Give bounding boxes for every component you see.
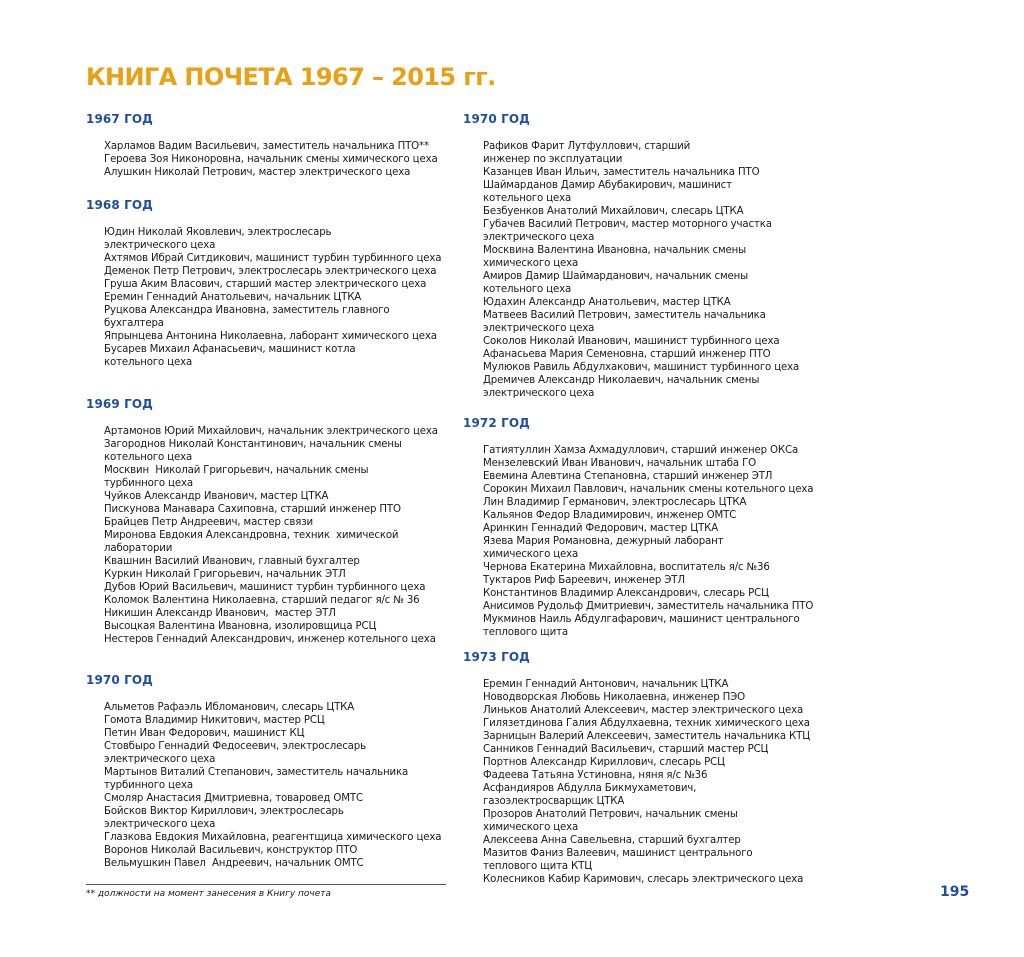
honoree-entry: бухгалтера <box>104 318 164 329</box>
honoree-entry: Героева Зоя Никоноровна, начальник смены химического цеха <box>104 154 438 165</box>
honoree-entry: Мулюков Равиль Абдулхакович, машинист турбинного цеха <box>483 362 800 373</box>
honoree-entry: Пискунова Манавара Сахиповна, старший инженер ПТО <box>104 504 401 515</box>
year-heading: 1970 ГОД <box>463 112 530 126</box>
honoree-entry: Асфандияров Абдулла Бикмухаметович, <box>483 783 697 794</box>
honoree-entry: Дубов Юрий Васильевич, машинист турбин турбинного цеха <box>104 582 426 593</box>
honoree-entry: Соколов Николай Иванович, машинист турбинного цеха <box>483 336 780 347</box>
honoree-entry: Аринкин Геннадий Федорович, мастер ЦТКА <box>483 523 719 534</box>
year-section <box>86 198 456 369</box>
honoree-entry: Гилязетдинова Галия Абдулхаевна, техник химического цеха <box>483 718 810 729</box>
honoree-entry: Амиров Дамир Шаймарданович, начальник смены <box>483 271 749 282</box>
honoree-entry: Евемина Алевтина Степановна, старший инженер ЭТЛ <box>483 471 773 482</box>
honoree-entry: Чернова Екатерина Михайловна, воспитатель я/с №36 <box>483 562 770 573</box>
honoree-entry: Япрынцева Антонина Николаевна, лаборант химического цеха <box>104 331 437 342</box>
honoree-entry: Высоцкая Валентина Ивановна, изолировщица РСЦ <box>104 621 377 632</box>
honoree-entry: газоэлектросварщик ЦТКА <box>483 796 625 807</box>
honoree-list <box>483 444 833 639</box>
honoree-entry: электрического цеха <box>483 232 595 243</box>
honoree-entry: Туктаров Риф Бареевич, инженер ЭТЛ <box>483 575 685 586</box>
honoree-entry: Линьков Анатолий Алексеевич, мастер электрического цеха <box>483 705 804 716</box>
honoree-list <box>104 226 456 369</box>
honoree-entry: котельного цеха <box>104 452 193 463</box>
honoree-entry: Бусарев Михаил Афанасьевич, машинист котла <box>104 344 356 355</box>
page-number: 195 <box>940 884 970 900</box>
honoree-entry: Загороднов Николай Константинович, начальник смены <box>104 439 402 450</box>
honoree-entry: Руцкова Александра Ивановна, заместитель главного <box>104 305 390 316</box>
honoree-entry: Еремин Геннадий Антонович, начальник ЦТКА <box>483 679 729 690</box>
honoree-entry: Петин Иван Федорович, машинист КЦ <box>104 728 305 739</box>
honoree-entry: Гомота Владимир Никитович, мастер РСЦ <box>104 715 325 726</box>
footnote: ** должности на момент занесения в Книгу почета <box>86 889 332 899</box>
honoree-list <box>104 701 456 870</box>
honoree-entry: Ахтямов Ибрай Ситдикович, машинист турбин турбинного цеха <box>104 253 442 264</box>
honoree-entry: Мазитов Фаниз Валеевич, машинист центрального <box>483 848 753 859</box>
honoree-entry: Санников Геннадий Васильевич, старший мастер РСЦ <box>483 744 769 755</box>
honoree-entry: Юдин Николай Яковлевич, электрослесарь <box>104 227 332 238</box>
honoree-entry: Стовбыро Геннадий Федосеевич, электрослесарь <box>104 741 366 752</box>
honoree-list <box>104 425 456 646</box>
honoree-entry: Портнов Александр Кириллович, слесарь РСЦ <box>483 757 725 768</box>
footnote-divider <box>86 884 446 885</box>
honoree-entry: Деменок Петр Петрович, электрослесарь электрического цеха <box>104 266 437 277</box>
honoree-entry: Нестеров Геннадий Александрович, инженер котельного цеха <box>104 634 436 645</box>
honoree-entry: Вельмушкин Павел Андреевич, начальник ОМТС <box>104 858 364 869</box>
year-section <box>463 416 833 639</box>
honoree-entry: электрического цеха <box>483 388 595 399</box>
honoree-entry: Алексеева Анна Савельевна, старший бухгалтер <box>483 835 741 846</box>
honoree-entry: Харламов Вадим Васильевич, заместитель начальника ПТО** <box>104 141 429 152</box>
honoree-entry: электрического цеха <box>483 323 595 334</box>
honoree-entry: Артамонов Юрий Михайлович, начальник электрического цеха <box>104 426 438 437</box>
year-section <box>463 650 833 886</box>
year-heading: 1972 ГОД <box>463 416 530 430</box>
honoree-entry: Зарницын Валерий Алексеевич, заместитель начальника КТЦ <box>483 731 810 742</box>
honoree-entry: инженер по эксплуатации <box>483 154 623 165</box>
honoree-entry: котельного цеха <box>483 284 572 295</box>
honoree-list <box>483 678 833 886</box>
honoree-entry: электрического цеха <box>104 819 216 830</box>
year-section <box>86 397 456 646</box>
year-section <box>463 112 833 400</box>
honoree-entry: Миронова Евдокия Александровна, техник химической <box>104 530 399 541</box>
year-section <box>86 673 456 870</box>
honoree-entry: котельного цеха <box>104 357 193 368</box>
year-heading: 1967 ГОД <box>86 112 153 126</box>
honoree-entry: электрического цеха <box>104 754 216 765</box>
honoree-entry: Шаймарданов Дамир Абубакирович, машинист <box>483 180 732 191</box>
honoree-entry: Воронов Николай Васильевич, конструктор ПТО <box>104 845 358 856</box>
honoree-entry: Бойсков Виктор Кириллович, электрослесарь <box>104 806 344 817</box>
honoree-entry: Еремин Геннадий Анатольевич, начальник ЦТКА <box>104 292 362 303</box>
honoree-entry: Альметов Рафаэль Ибломанович, слесарь ЦТКА <box>104 702 355 713</box>
honoree-entry: Язева Мария Романовна, дежурный лаборант <box>483 536 724 547</box>
honoree-entry: лаборатории <box>104 543 173 554</box>
honoree-entry: котельного цеха <box>483 193 572 204</box>
honoree-entry: Сорокин Михаил Павлович, начальник смены котельного цеха <box>483 484 814 495</box>
honoree-entry: Дремичев Александр Николаевич, начальник смены <box>483 375 760 386</box>
honoree-entry: турбинного цеха <box>104 478 193 489</box>
honoree-entry: Мукминов Наиль Абдулгафарович, машинист центрального <box>483 614 800 625</box>
honoree-entry: Москвин Николай Григорьевич, начальник смены <box>104 465 369 476</box>
honoree-entry: Безбуенков Анатолий Михайлович, слесарь ЦТКА <box>483 206 744 217</box>
honoree-entry: Матвеев Василий Петрович, заместитель начальника <box>483 310 766 321</box>
honoree-entry: электрического цеха <box>104 240 216 251</box>
year-heading: 1973 ГОД <box>463 650 530 664</box>
honoree-entry: Кальянов Федор Владимирович, инженер ОМТС <box>483 510 737 521</box>
honoree-entry: Новодворская Любовь Николаевна, инженер ПЭО <box>483 692 746 703</box>
honoree-entry: Анисимов Рудольф Дмитриевич, заместитель начальника ПТО <box>483 601 814 612</box>
honoree-entry: Квашнин Василий Иванович, главный бухгалтер <box>104 556 360 567</box>
year-heading: 1968 ГОД <box>86 198 153 212</box>
honoree-entry: химического цеха <box>483 549 579 560</box>
honoree-entry: Фадеева Татьяна Устиновна, няня я/с №36 <box>483 770 708 781</box>
honoree-entry: Юдахин Александр Анатольевич, мастер ЦТКА <box>483 297 731 308</box>
honoree-entry: турбинного цеха <box>104 780 193 791</box>
honoree-entry: Прозоров Анатолий Петрович, начальник смены <box>483 809 738 820</box>
honoree-entry: Мартынов Виталий Степанович, заместитель начальника <box>104 767 409 778</box>
honoree-entry: Куркин Николай Григорьевич, начальник ЭТЛ <box>104 569 346 580</box>
honoree-entry: Чуйков Александр Иванович, мастер ЦТКА <box>104 491 329 502</box>
page-title: КНИГА ПОЧЕТА 1967 – 2015 гг. <box>86 63 496 91</box>
honoree-entry: химического цеха <box>483 258 579 269</box>
honoree-entry: Груша Аким Власович, старший мастер электрического цеха <box>104 279 427 290</box>
honoree-entry: Смоляр Анастасия Дмитриевна, товаровед ОМТС <box>104 793 363 804</box>
honoree-entry: Афанасьева Мария Семеновна, старший инженер ПТО <box>483 349 771 360</box>
honoree-entry: Гатиятуллин Хамза Ахмадуллович, старший инженер ОКСа <box>483 445 799 456</box>
honoree-entry: Брайцев Петр Андреевич, мастер связи <box>104 517 313 528</box>
honoree-entry: Коломок Валентина Николаевна, старший педагог я/с № 36 <box>104 595 420 606</box>
honoree-entry: Колесников Кабир Каримович, слесарь электрического цеха <box>483 874 804 885</box>
honoree-entry: Константинов Владимир Александрович, слесарь РСЦ <box>483 588 769 599</box>
honoree-entry: Мензелевский Иван Иванович, начальник штаба ГО <box>483 458 757 469</box>
honoree-entry: теплового щита КТЦ <box>483 861 592 872</box>
honoree-entry: Рафиков Фарит Лутфуллович, старший <box>483 141 691 152</box>
year-heading: 1970 ГОД <box>86 673 153 687</box>
honoree-list <box>104 140 456 179</box>
honoree-entry: Москвина Валентина Ивановна, начальник смены <box>483 245 747 256</box>
honoree-entry: Глазкова Евдокия Михайловна, реагентщица химического цеха <box>104 832 442 843</box>
honoree-entry: теплового щита <box>483 627 568 638</box>
honoree-entry: Алушкин Николай Петрович, мастер электрического цеха <box>104 167 411 178</box>
honoree-entry: химического цеха <box>483 822 579 833</box>
honoree-entry: Губачев Василий Петрович, мастер моторного участка <box>483 219 772 230</box>
year-section <box>86 112 456 179</box>
year-heading: 1969 ГОД <box>86 397 153 411</box>
honoree-list <box>483 140 833 400</box>
honoree-entry: Никишин Александр Иванович, мастер ЭТЛ <box>104 608 336 619</box>
honoree-entry: Лин Владимир Германович, электрослесарь ЦТКА <box>483 497 747 508</box>
honoree-entry: Казанцев Иван Ильич, заместитель начальника ПТО <box>483 167 760 178</box>
